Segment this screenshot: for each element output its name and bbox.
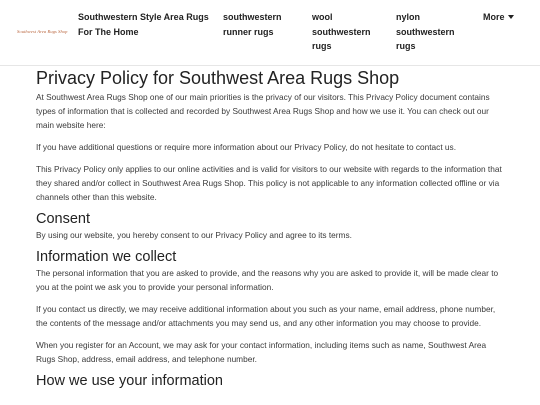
consent-heading: Consent (36, 211, 91, 227)
info-paragraph-2: If you contact us directly, we may receive additional information about you such as your name, email address, phone number, the contents of the message and/or attachments you may send us, and any other information you may choose to provide. (36, 304, 496, 328)
caret-down-icon (508, 15, 514, 19)
intro-paragraph-3: This Privacy Policy only applies to our online activities and is valid for visitors to our website with regards to the information that they shared and/or collect in Southwest Area Rugs Shop. This policy is not applicable to any information collected offline or via channels other than this website. (36, 164, 502, 202)
site-header (0, 0, 540, 66)
info-paragraph-3: When you register for an Account, we may ask for your contact information, including items such as name, Southwest Area Rugs Shop, address, email address, and telephone number. (36, 340, 487, 364)
intro-paragraph-1: At Southwest Area Rugs Shop one of our main priorities is the privacy of our visitors. This Privacy Policy document contains types of information that is collected and recorded by Southwest Area Rugs Shop and how we use it. You can check out our main website here: (36, 92, 490, 130)
intro-paragraph-2: If you have additional questions or require more information about our Privacy Policy, do not hesitate to contact us. (36, 142, 456, 152)
nav-more-label: More (483, 12, 505, 22)
page-title: Privacy Policy for Southwest Area Rugs Shop (36, 68, 400, 88)
main-content (36, 66, 506, 390)
site-logo[interactable]: Southwest Area Rugs Shop (17, 29, 68, 34)
nav-more-button[interactable] (483, 10, 528, 25)
nav-item-southwestern-style-area-rugs[interactable]: Southwestern Style Area Rugs For The Home (78, 12, 209, 37)
nav-item-nylon-southwestern-rugs[interactable]: nylon southwestern rugs (396, 12, 455, 51)
info-paragraph-1: The personal information that you are asked to provide, and the reasons why you are asked to provide it, will be made clear to you at the point we ask you to provide your personal information. (36, 268, 499, 292)
info-use-heading: How we use your information (36, 373, 223, 389)
consent-paragraph: By using our website, you hereby consent to our Privacy Policy and agree to its terms. (36, 230, 352, 240)
nav-item-southwestern-runner-rugs[interactable]: southwestern runner rugs (223, 12, 282, 37)
info-collect-heading: Information we collect (36, 249, 177, 265)
nav-item-wool-southwestern-rugs[interactable]: wool southwestern rugs (312, 12, 371, 51)
